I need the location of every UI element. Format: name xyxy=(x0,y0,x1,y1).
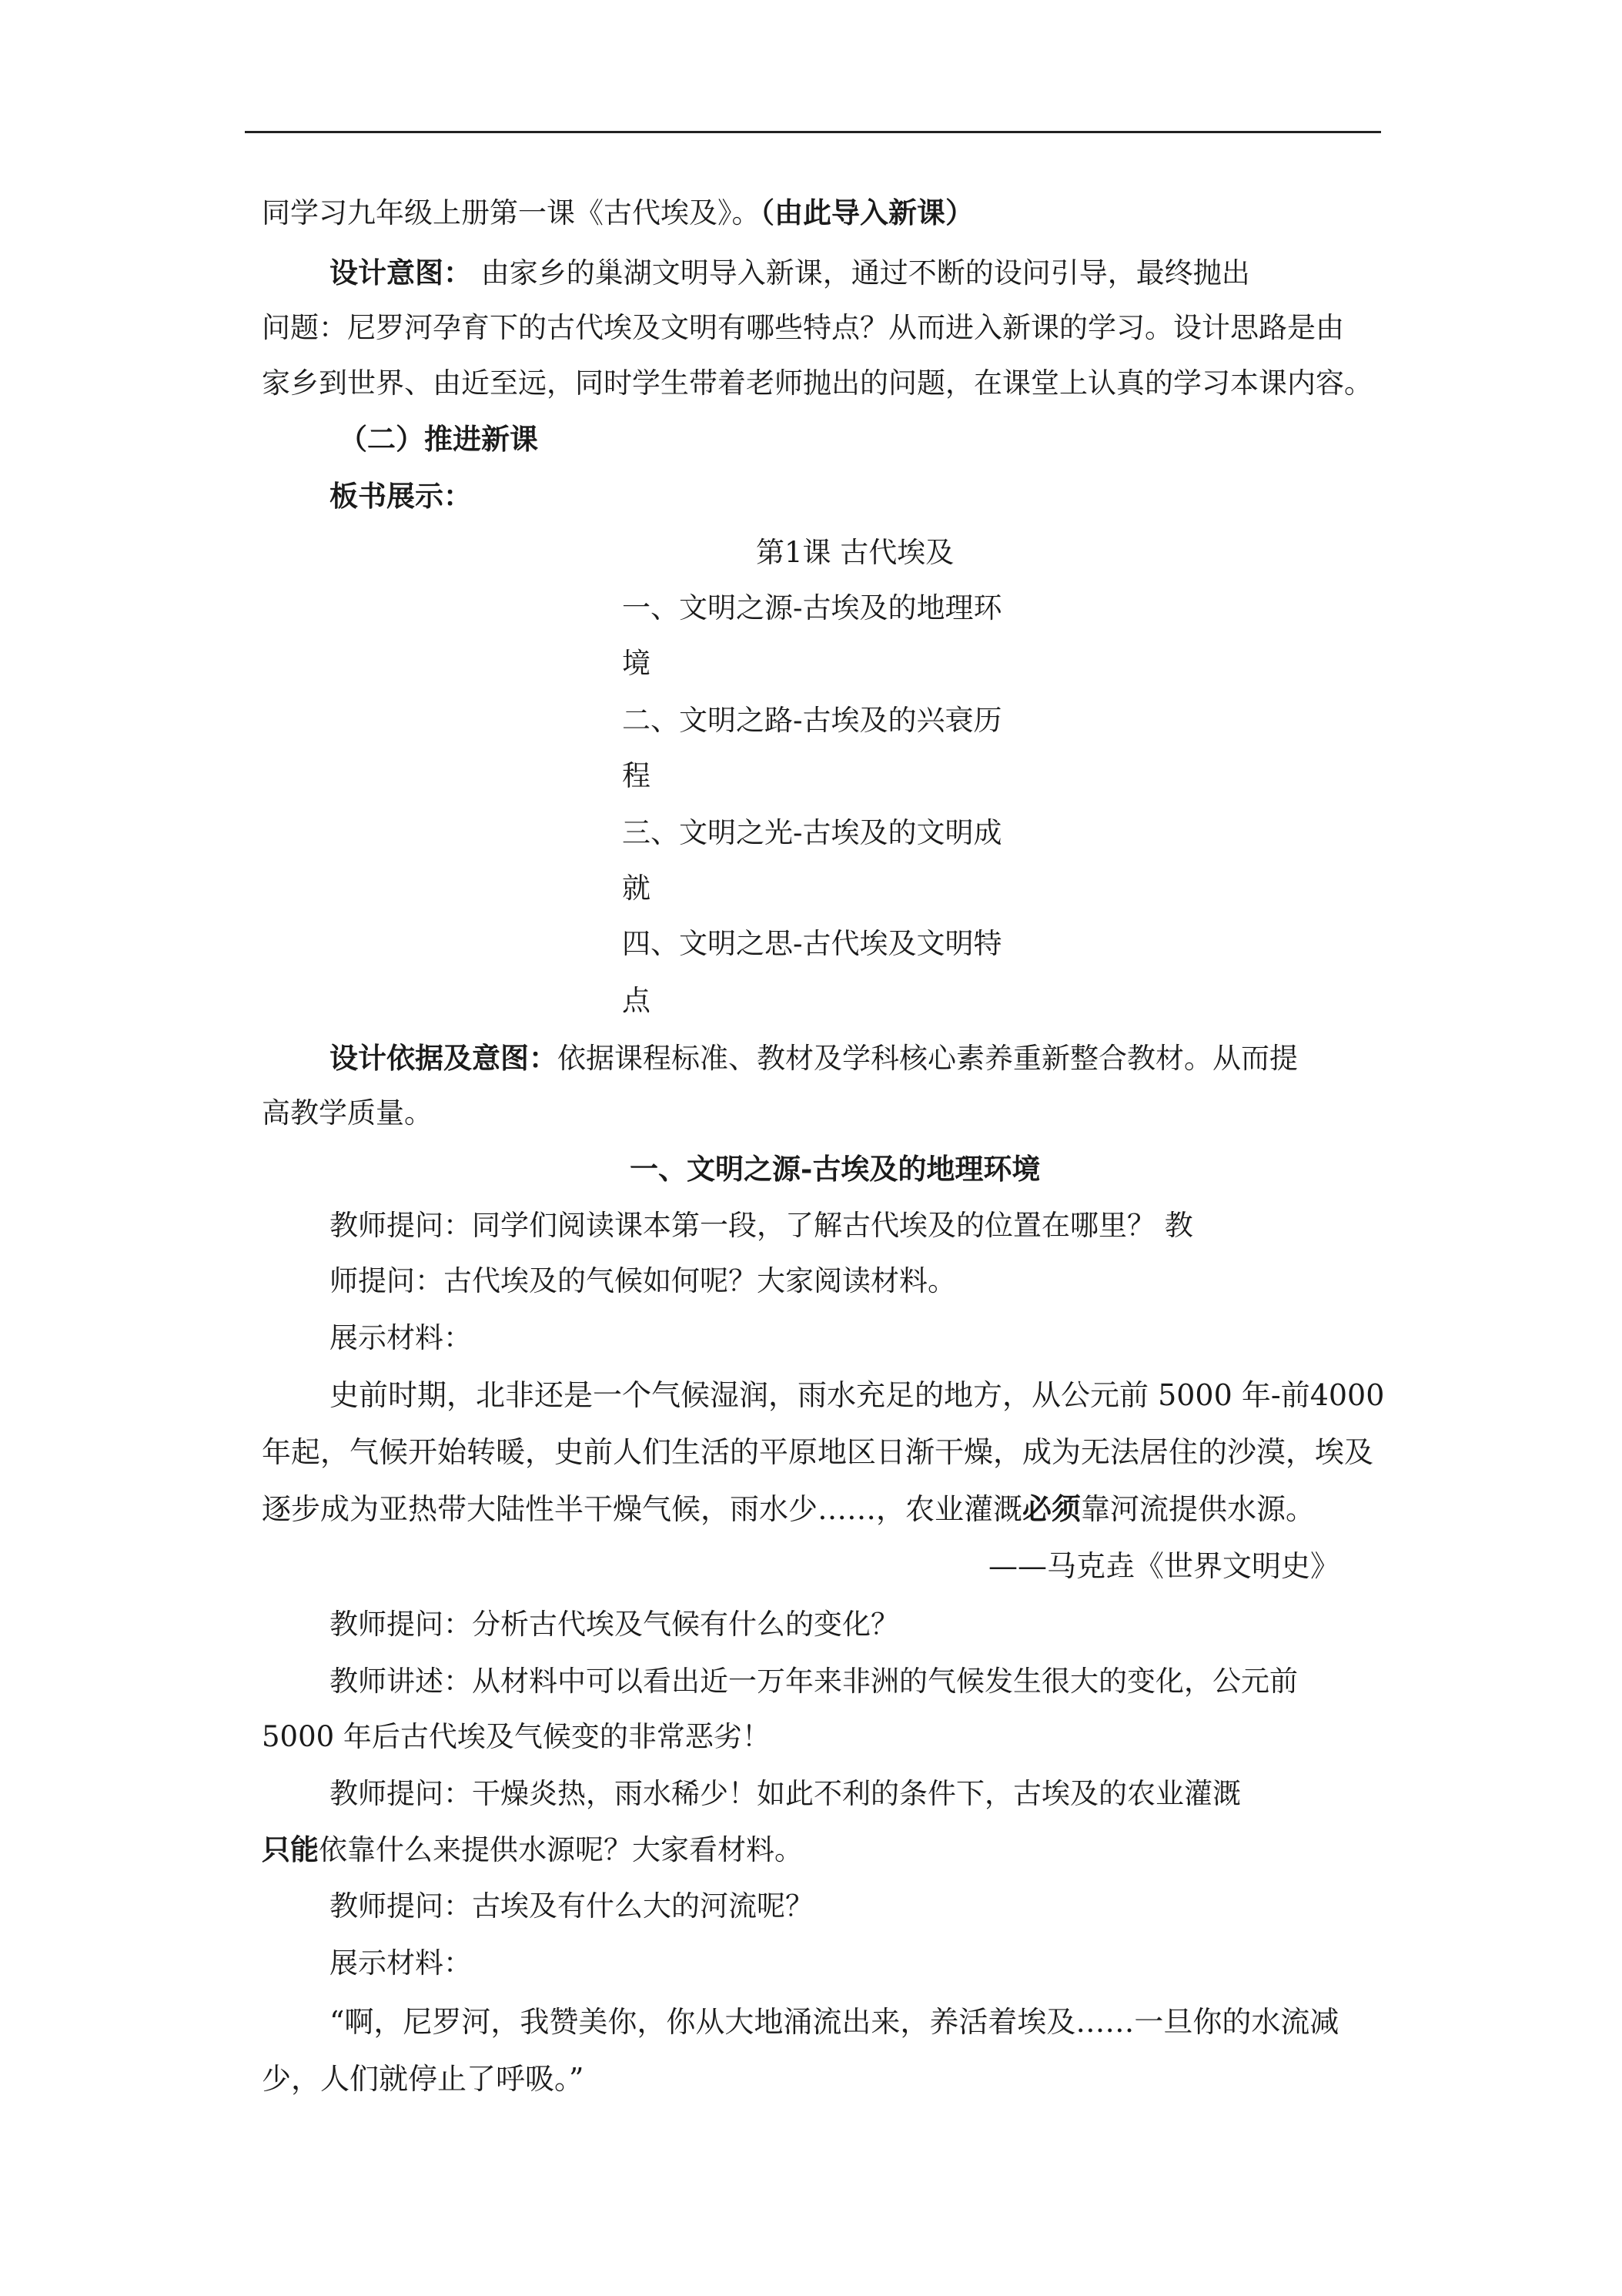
board-item-1-cont: 境 xyxy=(622,647,650,680)
design-intent-text1: 由家乡的巢湖文明导入新课，通过不断的设问引导，最终抛出 xyxy=(480,256,1250,290)
design-intent-label: 设计意图： xyxy=(329,256,472,290)
part1-heading: 一、文明之源-古埃及的地理环境 xyxy=(630,1152,1041,1186)
design-basis-label: 设计依据及意图： xyxy=(329,1041,557,1075)
board-item-1: 一、文明之源-古埃及的地理环 xyxy=(622,591,1002,624)
board-item-2-cont: 程 xyxy=(622,759,650,792)
material1-line3-post: 靠河流提供水源。 xyxy=(1081,1492,1316,1526)
material1-line3 xyxy=(262,1491,1315,1528)
design-basis-line2: 高教学质量。 xyxy=(262,1096,433,1130)
board-item-4-cont: 点 xyxy=(622,984,650,1017)
teacher-narration-1-cont: 5000 年后古代埃及气候变的非常恶劣！ xyxy=(262,1720,771,1753)
material1-line1: 史前时期，北非还是一个气候湿润，雨水充足的地方，从公元前 5000 年-前4000 xyxy=(329,1378,1385,1412)
material1-source: ——马克垚《世界文明史》 xyxy=(988,1549,1339,1583)
show-material-label-1: 展示材料： xyxy=(329,1321,472,1354)
teacher-question-4-cont xyxy=(262,1831,1370,1869)
intro-bold-note: （由此导入新课） xyxy=(760,196,974,229)
material2-line1: “啊，尼罗河，我赞美你，你从大地涌流出来，养活着埃及……一旦你的水流减 xyxy=(329,2005,1339,2039)
design-intent-line2: 问题：尼罗河孕育下的古代埃及文明有哪些特点？从而进入新课的学习。设计思路是由 xyxy=(262,311,1344,344)
teacher-question-2: 师提问：古代埃及的气候如何呢？大家阅读材料。 xyxy=(329,1264,956,1297)
teacher-narration-1: 教师讲述：从材料中可以看出近一万年来非洲的气候发生很大的变化，公元前 xyxy=(329,1665,1298,1698)
section2-heading: （二）推进新课 xyxy=(339,422,538,456)
teacher-question-3: 教师提问：分析古代埃及气候有什么的变化？ xyxy=(329,1608,899,1641)
design-intent-line1 xyxy=(329,254,1438,292)
material1-line2: 年起，气候开始转暖，史前人们生活的平原地区日渐干燥，成为无法居住的沙漠，埃及 xyxy=(262,1435,1374,1469)
teacher-question-4: 教师提问：干燥炎热，雨水稀少！如此不利的条件下，古埃及的农业灌溉 xyxy=(329,1777,1241,1810)
board-item-2: 二、文明之路-古埃及的兴衰历 xyxy=(622,704,1002,737)
board-label: 板书展示： xyxy=(329,479,472,513)
teacher-question-4-rest: 依靠什么来提供水源呢？大家看材料。 xyxy=(319,1833,803,1866)
design-intent-line3: 家乡到世界、由近至远，同时学生带着老师抛出的问题，在课堂上认真的学习本课内容。 xyxy=(262,366,1373,400)
teacher-question-1: 教师提问：同学们阅读课本第一段，了解古代埃及的位置在哪里？ 教 xyxy=(329,1209,1193,1242)
material2-line2: 少，人们就停止了呼吸。” xyxy=(262,2062,584,2096)
board-item-3: 三、文明之光-古埃及的文明成 xyxy=(622,816,1002,849)
material1-line3-pre: 逐步成为亚热带大陆性半干燥气候，雨水少……，农业灌溉 xyxy=(262,1492,1023,1526)
board-item-4: 四、文明之思-古代埃及文明特 xyxy=(622,927,1002,960)
only-bold: 只能 xyxy=(262,1832,319,1866)
board-item-3-cont: 就 xyxy=(622,872,650,905)
design-basis-line1 xyxy=(329,1039,1438,1077)
material1-line3-bold: 必须 xyxy=(1022,1491,1082,1526)
teacher-question-5: 教师提问：古埃及有什么大的河流呢？ xyxy=(329,1889,814,1923)
intro-text: 同学习九年级上册第一课《古代埃及》。 xyxy=(262,196,761,229)
board-title: 第1课 古代埃及 xyxy=(756,536,955,569)
header-rule xyxy=(245,131,1381,133)
show-material-label-2: 展示材料： xyxy=(329,1946,472,1980)
design-basis-text1: 依据课程标准、教材及学科核心素养重新整合教材。从而提 xyxy=(557,1042,1298,1075)
intro-line xyxy=(262,194,1370,232)
